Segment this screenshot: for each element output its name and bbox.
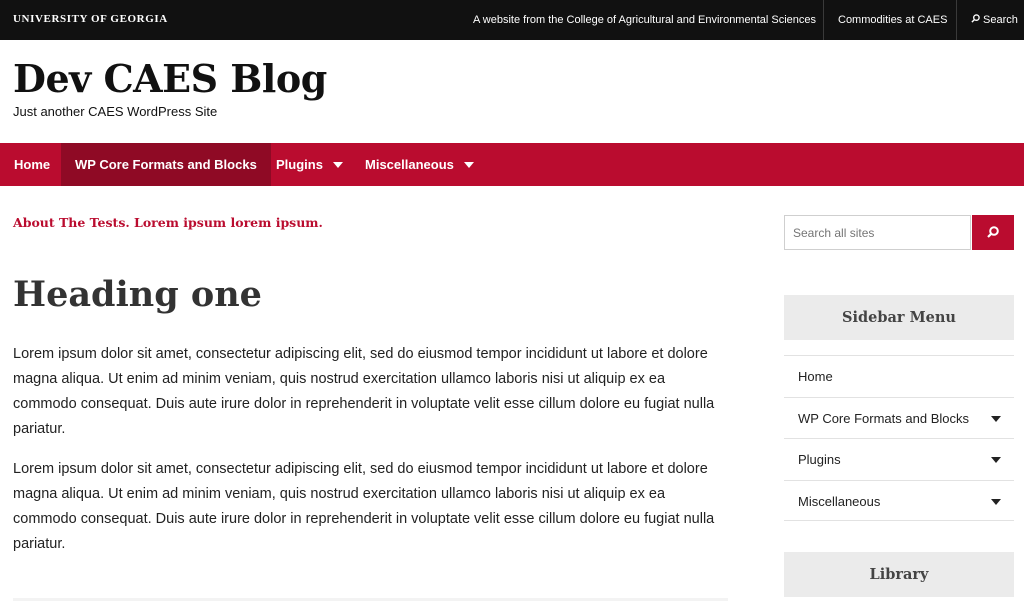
sidebar-item-home[interactable] [784,355,1014,397]
chevron-down-icon[interactable] [991,416,1001,422]
site-tagline: Just another CAES WordPress Site [13,104,218,119]
main-nav [0,143,1024,186]
search-icon [971,0,980,40]
topbar-search-label: Search [983,14,1018,26]
sidebar-item-label: Plugins [798,452,841,467]
nav-item-home[interactable] [0,143,64,186]
chevron-down-icon[interactable] [991,457,1001,463]
breadcrumb-link[interactable]: About The Tests. Lorem ipsum lorem ipsum. [13,215,323,230]
content-divider [13,598,728,601]
sidebar-library-title: Library [784,552,1014,597]
top-bar [0,0,1024,40]
college-link[interactable]: A website from the College of Agricultural and Environmental Sciences [473,14,817,26]
sidebar-item-label: Home [798,369,833,384]
topbar-divider [956,0,957,40]
topbar-divider [823,0,824,40]
search-icon [986,225,1000,239]
nav-item-miscellaneous[interactable] [351,143,488,186]
nav-item-wp-core[interactable] [61,143,271,186]
paragraph: Lorem ipsum dolor sit amet, consectetur adipiscing elit, sed do eiusmod tempor incididunt ut labore et dolore magna aliqua. Ut enim ad minim veniam, quis nostrud exercitation ullamco laboris nisi ut aliquip ex ea commodo consequat. Duis aute irure dolor in reprehenderit in voluptate velit esse cillum dolore eu fugiat nulla pariatur. [13,461,715,552]
university-logo-text[interactable]: UNIVERSITY OF GEORGIA [13,13,168,25]
sidebar-item-label: Miscellaneous [798,493,881,509]
nav-item-label: Miscellaneous [365,157,454,172]
sidebar-menu [784,355,1014,521]
site-title[interactable]: Dev CAES Blog [13,56,327,101]
nav-item-label: WP Core Formats and Blocks [75,157,257,172]
chevron-down-icon [333,162,343,168]
sidebar-search-input[interactable] [784,215,971,250]
sidebar-item-miscellaneous[interactable] [784,480,1014,522]
paragraph: Lorem ipsum dolor sit amet, consectetur adipiscing elit, sed do eiusmod tempor incididunt ut labore et dolore magna aliqua. Ut enim ad minim veniam, quis nostrud exercitation ullamco laboris nisi ut aliquip ex ea commodo consequat. Duis aute irure dolor in reprehenderit in voluptate velit esse cillum dolore eu fugiat nulla pariatur. [13,346,715,437]
sidebar-menu-title: Sidebar Menu [784,295,1014,340]
page-heading: Heading one [13,274,262,315]
sidebar-item-wp-core[interactable] [784,397,1014,439]
topbar-search-button[interactable] [971,0,1018,40]
nav-item-plugins[interactable] [262,143,357,186]
nav-item-label: Home [14,157,51,172]
sidebar-item-plugins[interactable] [784,438,1014,480]
sidebar-item-label: WP Core Formats and Blocks [798,410,969,426]
chevron-down-icon[interactable] [991,499,1001,505]
nav-item-label: Plugins [276,157,323,172]
commodities-link[interactable]: Commodities at CAES [838,14,948,26]
chevron-down-icon [464,162,474,168]
sidebar-search-button[interactable] [972,215,1014,250]
